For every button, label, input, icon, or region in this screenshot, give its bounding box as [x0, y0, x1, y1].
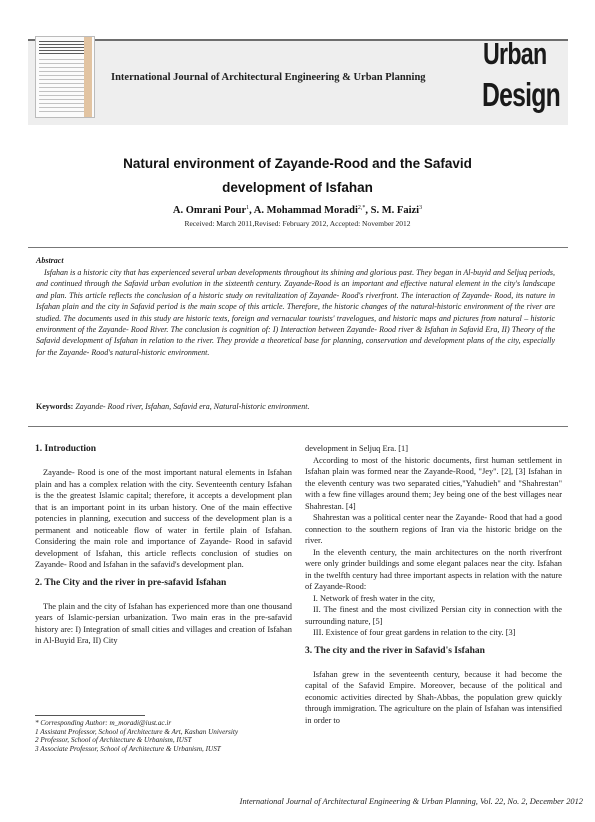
- author-name: A. Omrani Pour: [172, 205, 247, 216]
- footnotes: [35, 719, 290, 753]
- list-item: I. Network of fresh water in the city,: [313, 593, 436, 603]
- section-heading-introduction: 1. Introduction: [35, 444, 97, 454]
- footnote-affiliation: 3 Associate Professor, School of Architecture & Urbanism, IUST: [35, 744, 221, 753]
- author-affiliation-mark: 1: [246, 205, 250, 211]
- pre-safavid-paragraph: The plain and the city of Isfahan has experienced more than one thousand years of Islamic-persian urbanization. Two main eras in the pre-safavid history are: I) Integration of small cities and villages and creation of Isfahan in Al-Buyid Era, II) City: [35, 601, 292, 645]
- body-paragraph: Shahrestan was a political center near the Zayande- Rood that had a good connection to the southern regions of Iran via the historic bridge on the river.: [305, 513, 562, 545]
- left-column: [35, 443, 292, 647]
- abstract-top-rule: [28, 247, 568, 248]
- received-dates: Received: March 2011,Revised: February 2012, Accepted: November 2012: [184, 219, 411, 228]
- author-name: A. Mohammad Moradi: [253, 205, 358, 216]
- author-affiliation-mark: 3: [419, 205, 423, 211]
- article-title-line-1: Natural environment of Zayande-Rood and the Safavid: [123, 156, 472, 171]
- journal-title: International Journal of Architectural Engineering & Urban Planning: [111, 72, 426, 83]
- body-paragraph: According to most of the historic documents, first human settlement in Isfahan plain was formed near the Zayande-Rood, "Jey". [2], [3] Isfahan in the eleventh century was two separated cities,"Yahudieh" and "Shahrestan" with a few fine villages around them; Jey being one of the best villages near Shahrestan. [4]: [305, 455, 562, 511]
- body-paragraph: development in Seljuq Era. [1]: [305, 444, 409, 453]
- keywords-label: Keywords:: [36, 402, 74, 411]
- abstract-bottom-rule: [28, 426, 568, 427]
- list-item: III. Existence of four great gardens in relation to the city. [3]: [313, 628, 516, 637]
- list-item: II. The finest and the most civilized Persian city in connection with the surrounding nature, [5]: [305, 605, 562, 626]
- author-affiliation-mark: 2,*: [357, 205, 366, 211]
- keywords-line: [36, 402, 555, 411]
- page-footer-citation: International Journal of Architectural Engineering & Urban Planning, Vol. 22, No. 2, December 2012: [239, 797, 583, 806]
- footnote-corresponding-author: * Corresponding Author: m_moradi@iust.ac.ir: [35, 719, 172, 727]
- logo-word-design: Design: [482, 76, 561, 113]
- journal-cover-thumbnail: [35, 36, 95, 118]
- right-column: [305, 443, 562, 726]
- article-title-line-2: development of Isfahan: [222, 180, 373, 195]
- author-name: S. M. Faizi: [370, 205, 420, 216]
- footnote-affiliation: 1 Assistant Professor, School of Architecture & Art, Kashan University: [35, 727, 239, 736]
- footnote-affiliation: 2 Professor, School of Architecture & Urbanism, IUST: [35, 736, 192, 745]
- body-paragraph: In the eleventh century, the main architectures on the north riverfront were only grinder buildings and some elegant palaces near the city. Isfahan in the twelfth century had three important aspects in relation with the nature of Zayande-Rood:: [305, 547, 562, 591]
- abstract-text: Isfahan is a historic city that has experienced several urban developments throughout its shining and glorious past. They began in Al-buyid and Seljuq periods, and continued through the Safavid urban evolution in the sixteenth century. Zayande-Rood is an important and effective natural element in the city's landscape and plan. This article reflects the conclusion of a historic study on revitalization of Zayande- Rood's riverfront. The interaction of Zayande- Rood, its nature in Isfahan plain and the city in Safavid period is the main scope of this article. Therefore, the historic changes of the natural-historic environment of the river are studied. The documents used in this study are historic texts, foreign and vernacular tourists' travelogues, and historic maps and pictures from natural – historic environment of the Zayande- Rood River. The conclusion is cognition of: I) Interaction between Zayande- Rood river & Isfahan in Safavid Era, II) Theory of the Safavid development of Isfahan in relation to the river. They provide a theoretical base for planning, conservation and development plans of the city, especially for the Zayande- Rood's natural-historic environment.: [36, 268, 555, 357]
- introduction-paragraph: Zayande- Rood is one of the most important natural elements in Isfahan plain and has a complex relation with the city. Seventeenth century Isfahan is the the greatest Islamic capital; therefore, it accepts a development plan that is an important point in its urban history. One of the main effective potencies in planning, execution and success of the development plan is a permanent and noticeable flow of water in fertile plain of Isfahan. Considering the main role and importance of Zayande- Rood in safavid development of Isfahan, this article reflects conclusion of studies on Zayande- Rood and Isfahan in the safavid's development plan.: [35, 468, 292, 569]
- authors-line: A. Omrani Pour$^1$, A. Mohammad Moradi$^{2,*}$, S. M. Faizi$^3$: [172, 205, 423, 216]
- footnote-rule: [35, 715, 145, 716]
- keywords-text: Zayande- Rood river, Isfahan, Safavid era, Natural-historic environment.: [75, 402, 310, 411]
- logo-word-urban: Urban: [483, 36, 547, 71]
- section-heading-pre-safavid: 2. The City and the river in pre-safavid Isfahan: [35, 577, 227, 588]
- abstract-heading: Abstract: [36, 256, 64, 265]
- section-heading-safavid-isfahan: 3. The city and the river in Safavid's Isfahan: [305, 645, 485, 656]
- safavid-paragraph: Isfahan grew in the seventeenth century, because it had become the capital of the Safavid Empire. Moreover, because of the political and economic activities directed by Shah-Abbas, the population grew quickly through immigration. The agriculture on the plain of Isfahan was intensified in order to: [305, 669, 562, 725]
